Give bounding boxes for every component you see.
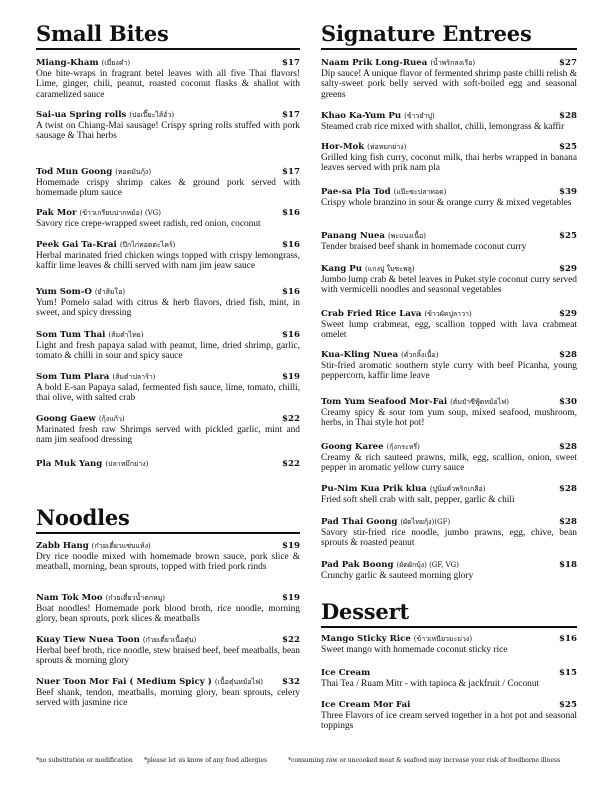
menu-item-title <box>321 517 450 528</box>
dessert-section <box>321 600 577 630</box>
menu-item-price: $16 <box>282 240 300 250</box>
menu-item-price: $17 <box>282 58 300 68</box>
menu-item-thai-name: (ส้มตำไทย) <box>108 331 144 339</box>
noodles-title: Noodles <box>36 506 300 534</box>
menu-item-price: $25 <box>559 700 577 710</box>
menu-item-title <box>36 593 165 604</box>
menu-item-price: $18 <box>559 560 577 570</box>
signature-menu-item <box>321 517 577 549</box>
menu-item-price: $22 <box>282 459 300 469</box>
menu-item-header <box>321 634 577 645</box>
menu-item-description: Beef shank, tendon, meatballs, morning glory, bean sprouts, celery served with jasmine rice <box>36 687 300 709</box>
menu-item-thai-name: (ก๋วยเตี๋ยวน้ำตกหมู) <box>105 594 166 602</box>
menu-item-thai-name: (แกงปู ใบชะพลู) <box>365 265 415 273</box>
noodles-menu-item <box>36 541 300 573</box>
menu-item-header <box>36 208 300 219</box>
menu-item-name: Goong Gaew <box>36 414 96 424</box>
menu-item-header <box>321 231 577 242</box>
small-bites-menu-item <box>36 330 300 362</box>
footer-note-allergies: *please let us know of any food allergies <box>144 757 268 764</box>
menu-item-title <box>321 560 459 571</box>
menu-item-price: $17 <box>282 110 300 120</box>
signature-menu-item <box>321 231 577 252</box>
menu-item-description: Creamy spicy & sour tom yum soup, mixed seafood, mushroom, herbs, in Thai style hot pot! <box>321 407 577 429</box>
menu-item-description: Savory rice crepe-wrapped sweet radish, red onion, coconut <box>36 218 261 229</box>
signature-menu-item <box>321 264 577 296</box>
menu-item-price: $15 <box>559 668 577 678</box>
menu-item-title <box>36 541 151 552</box>
menu-item-thai-name: (ก๋วยเตี๋ยวเนื้อตุ๋น) <box>142 636 197 644</box>
menu-item-description: Tender braised beef shank in homemade coconut curry <box>321 241 527 252</box>
menu-item-price: $28 <box>559 350 577 360</box>
menu-item-header <box>321 397 577 408</box>
menu-item-thai-name: (ต้มยำซีฟู้ดหม้อไฟ) <box>450 398 509 406</box>
menu-item-thai-name: (ปูนิ่มคั่วพริกเกลือ) <box>429 485 486 493</box>
small-bites-title: Small Bites <box>36 22 300 50</box>
menu-item-header <box>321 58 577 69</box>
menu-item-price: $22 <box>282 635 300 645</box>
signature-section <box>321 22 577 52</box>
signature-menu-item <box>321 111 577 132</box>
menu-item-price: $19 <box>282 541 300 551</box>
small-bites-menu-item <box>36 167 300 199</box>
menu-item-header <box>36 330 300 341</box>
menu-item-name: Hor-Mok <box>321 142 365 152</box>
signature-title: Signature Entrees <box>321 22 577 50</box>
menu-item-thai-name: (ส้มตำปลาร้า) <box>112 373 156 381</box>
menu-item-description: Dip sauce! A unique flavor of fermented shrimp paste chilli relish & salty-sweet pork belly served with soft-boiled egg and seasonal greens <box>321 68 577 100</box>
small-bites-menu-item <box>36 414 300 446</box>
menu-item-price: $32 <box>282 677 300 687</box>
menu-item-thai-name: (ทอดมันกุ้ง) <box>115 168 152 176</box>
menu-item-name: Pad Thai Goong <box>321 517 398 527</box>
menu-item-title <box>321 231 426 242</box>
menu-item-header <box>321 560 577 571</box>
footer-note-raw-food: *consuming raw or uncooked meat & seafood may increase your risk of foodborne illness <box>288 757 561 764</box>
menu-item-header <box>36 240 300 251</box>
menu-item-title <box>321 634 472 645</box>
menu-item-thai-name: (คั่วกลิ้งเนื้อ) <box>401 351 439 359</box>
menu-item-title <box>321 187 446 198</box>
menu-item-thai-name: (ข้าวเกรียบปากหม้อ) (VG) <box>79 209 161 217</box>
menu-item-description: Herbal marinated fried chicken wings topped with crispy lemongrass, kaffir lime leaves & chilli served with nam jim jeaw sauce <box>36 250 300 272</box>
menu-item-title <box>321 484 485 495</box>
menu-item-name: Pae-sa Pla Tod <box>321 187 391 197</box>
menu-item-header <box>36 110 300 121</box>
menu-item-title <box>36 330 144 341</box>
menu-item-thai-name: (เมี่ยงคำ) <box>101 59 131 67</box>
menu-item-header <box>36 593 300 604</box>
menu-item-header <box>321 264 577 275</box>
menu-item-description: Boat noodles! Homemade pork blood broth, rice noodle, morning glory, bean sprouts, pork slices & meatballs <box>36 603 300 625</box>
menu-item-price: $28 <box>559 442 577 452</box>
menu-item-title <box>36 58 130 69</box>
menu-item-title <box>36 459 148 470</box>
menu-item-name: Pla Muk Yang <box>36 459 103 469</box>
menu-item-name: Peek Gai Ta-Krai <box>36 240 117 250</box>
menu-item-thai-name: (ปีกไก่ทอดตะไคร้) <box>119 241 176 249</box>
small-bites-menu-item <box>36 287 300 319</box>
menu-item-description: Grilled king fish curry, coconut milk, thai herbs wrapped in banana leaves served with prik nam pla <box>321 152 577 174</box>
menu-item-price: $19 <box>282 593 300 603</box>
menu-item-name: Pad Pak Boong <box>321 560 394 570</box>
signature-menu-item <box>321 309 577 341</box>
menu-item-description: A twist on Chiang-Mai sausage! Crispy spring rolls stuffed with pork sausage & Thai herbs <box>36 120 300 142</box>
menu-item-description: Light and fresh papaya salad with peanut, lime, dried shrimp, garlic, tomato & chilli in sour and spicy sauce <box>36 340 300 362</box>
menu-item-title <box>321 442 420 453</box>
menu-item-thai-name: (กุ้งกระหรี่) <box>386 443 420 451</box>
small-bites-menu-item <box>36 208 300 229</box>
menu-item-name: Som Tum Thai <box>36 330 106 340</box>
menu-item-thai-name: (ข้าวผัดปูลาวา) <box>424 310 472 318</box>
menu-item-thai-name: (ผัดผักบุ้ง) (GF, VG) <box>396 561 459 569</box>
menu-item-header <box>321 517 577 528</box>
menu-item-thai-name: (ยำส้มโอ) <box>94 288 126 296</box>
menu-item-name: Naam Prik Long-Ruea <box>321 58 428 68</box>
menu-item-name: Ice Cream <box>321 668 371 678</box>
menu-item-description: A bold E-san Papaya salad, fermented fish sauce, lime, tomato, chilli, thai olive, with salted crab <box>36 382 300 404</box>
menu-item-name: Mango Sticky Rice <box>321 634 411 644</box>
menu-item-header <box>321 111 577 122</box>
menu-item-thai-name: (พะแนงเนื้อ) <box>388 232 426 240</box>
menu-item-price: $22 <box>282 414 300 424</box>
menu-item-name: Yum Som-O <box>36 287 92 297</box>
menu-item-name: Crab Fried Rice Lava <box>321 309 422 319</box>
menu-item-price: $16 <box>282 287 300 297</box>
menu-item-thai-name: (ข้าวเหนียวมะม่วง) <box>413 635 473 643</box>
menu-item-price: $16 <box>559 634 577 644</box>
menu-item-title <box>321 142 406 153</box>
menu-item-header <box>321 442 577 453</box>
menu-item-header <box>36 167 300 178</box>
menu-item-name: Kuay Tiew Nuea Toon <box>36 635 140 645</box>
menu-item-header <box>36 635 300 646</box>
menu-item-header <box>36 58 300 69</box>
menu-item-description: Yum! Pomelo salad with citrus & herb flavors, dried fish, mint, in sweet, and spicy dressing <box>36 297 300 319</box>
menu-item-name: Tod Mun Goong <box>36 167 113 177</box>
menu-item-description: Jumbo lump crab & betel leaves in Puket style coconut curry served with vermicelli noodles and seasonal vegetables <box>321 274 577 296</box>
signature-menu-item <box>321 350 577 382</box>
menu-item-header <box>36 372 300 383</box>
small-bites-menu-item <box>36 240 300 272</box>
menu-item-description: One bite-wraps in fragrant betel leaves with all five Thai flavors! Lime, ginger, chili, peanut, roasted coconut flasks & shallot with caramelized sauce <box>36 68 300 100</box>
menu-item-name: Kang Pu <box>321 264 362 274</box>
menu-item-title <box>36 635 196 646</box>
menu-item-name: Nuer Toon Mor Fai ( Medium Spicy ) <box>36 677 212 687</box>
menu-item-header <box>36 677 300 688</box>
noodles-section <box>36 506 300 536</box>
menu-item-description: Crunchy garlic & sauteed morning glory <box>321 570 474 581</box>
dessert-title: Dessert <box>321 600 577 628</box>
noodles-menu-item <box>36 677 300 709</box>
menu-item-thai-name: (ข้าวยำปู) <box>404 112 435 120</box>
menu-item-description: Steamed crab rice mixed with shallot, chilli, lemongrass & kaffir <box>321 121 565 132</box>
menu-item-thai-name: (ปอเปี๊ยะไส้อั่ว) <box>129 111 175 119</box>
menu-item-description: Thai Tea / Ruam Mitr - with tapioca & jackfruit / Coconut <box>321 678 540 689</box>
menu-item-description: Homemade crispy shrimp cakes & ground pork served with homemade plum sauce <box>36 177 300 199</box>
menu-item-thai-name: (เนื้อตุ๋นหม้อไฟ) <box>214 678 263 686</box>
dessert-menu-item <box>321 700 577 732</box>
small-bites-menu-item <box>36 459 300 470</box>
menu-item-price: $28 <box>559 484 577 494</box>
footer-note-substitution: *no substitution or modification <box>36 757 133 764</box>
menu-item-title <box>321 309 472 320</box>
menu-item-description: Fried soft shell crab with salt, pepper, garlic & chili <box>321 494 515 505</box>
menu-item-description: Stir-fried aromatic southern style curry with beef Picanha, young peppercorn, kaffir lime leave <box>321 360 577 382</box>
menu-item-description: Three Flavors of ice cream served together in a hot pot and seasonal toppings <box>321 710 577 732</box>
noodles-menu-item <box>36 593 300 625</box>
menu-item-header <box>36 459 300 470</box>
menu-item-name: Nam Tok Moo <box>36 593 103 603</box>
small-bites-menu-item <box>36 110 300 142</box>
signature-menu-item <box>321 58 577 100</box>
small-bites-menu-item <box>36 58 300 100</box>
menu-item-header <box>321 700 577 711</box>
dessert-menu-item <box>321 668 577 689</box>
signature-menu-item <box>321 142 577 174</box>
menu-item-header <box>321 350 577 361</box>
menu-item-header <box>321 309 577 320</box>
menu-item-price: $28 <box>559 111 577 121</box>
menu-item-name: Khao Ka-Yum Pu <box>321 111 402 121</box>
menu-item-thai-name: (น้ำพริกลงเรือ) <box>430 59 476 67</box>
menu-item-title <box>321 111 435 122</box>
noodles-menu-item <box>36 635 300 667</box>
menu-item-price: $39 <box>559 187 577 197</box>
menu-item-price: $19 <box>282 372 300 382</box>
signature-menu-item <box>321 484 577 505</box>
menu-item-thai-name: (ปลาหมึกย่าง) <box>105 460 149 468</box>
menu-item-title <box>321 350 438 361</box>
menu-item-title <box>36 208 161 219</box>
menu-item-price: $30 <box>559 397 577 407</box>
menu-item-description: Sweet lump crabmeat, egg, scallion topped with lava crabmeat omelet <box>321 319 577 341</box>
menu-item-price: $27 <box>559 58 577 68</box>
signature-menu-item <box>321 187 577 208</box>
small-bites-menu-item <box>36 372 300 404</box>
menu-item-title <box>36 372 156 383</box>
menu-item-price: $25 <box>559 142 577 152</box>
menu-item-price: $25 <box>559 231 577 241</box>
menu-item-header <box>36 414 300 425</box>
menu-item-name: Goong Karee <box>321 442 384 452</box>
menu-item-title <box>321 58 475 69</box>
menu-item-description: Savory stir-fried rice noodle, jumbo prawns, egg, chive, bean sprouts & roasted peanut <box>321 527 577 549</box>
menu-item-description: Sweet mango with homemade coconut sticky rice <box>321 644 508 655</box>
menu-item-header <box>321 142 577 153</box>
menu-item-title <box>321 264 415 275</box>
menu-item-description: Marinated fresh raw Shrimps served with pickled garlic, mint and nam jim seafood dressing <box>36 424 300 446</box>
menu-item-name: Ice Cream Mor Fai <box>321 700 411 710</box>
menu-item-price: $17 <box>282 167 300 177</box>
menu-item-title <box>36 287 125 298</box>
menu-item-title <box>36 414 125 425</box>
menu-item-header <box>36 541 300 552</box>
menu-item-thai-name: (กุ้งแก้ว) <box>98 415 125 423</box>
menu-item-description: Herbal beef broth, rice noodle, stew braised beef, beef meatballs, bean sprouts & morning glory <box>36 645 300 667</box>
menu-item-thai-name: (แป๊ะซะปลาทอด) <box>393 188 447 196</box>
menu-item-thai-name: (ก๋วยเตี๋ยวแซ่บแห้ง) <box>91 542 151 550</box>
dessert-menu-item <box>321 634 577 655</box>
menu-item-name: Zabb Hang <box>36 541 89 551</box>
menu-item-header <box>36 287 300 298</box>
menu-item-name: Pak Mor <box>36 208 77 218</box>
menu-item-title <box>36 167 151 178</box>
menu-item-name: Sai-ua Spring rolls <box>36 110 127 120</box>
menu-item-title <box>36 677 263 688</box>
menu-item-header <box>321 668 577 679</box>
menu-item-name: Pu-Nim Kua Prik klua <box>321 484 427 494</box>
menu-item-title <box>321 668 370 679</box>
menu-item-header <box>321 484 577 495</box>
signature-menu-item <box>321 397 577 429</box>
menu-item-title <box>36 110 174 121</box>
menu-item-name: Tom Yum Seafood Mor-Fai <box>321 397 448 407</box>
small-bites-section <box>36 22 300 52</box>
menu-item-description: Dry rice noodle mixed with homemade brown sauce, pork slice & meatball, morning, bean sprouts, topped with fried pork rinds <box>36 551 300 573</box>
menu-item-name: Som Tum Plara <box>36 372 110 382</box>
menu-item-title <box>321 397 509 408</box>
signature-menu-item <box>321 442 577 474</box>
menu-item-price: $29 <box>559 264 577 274</box>
menu-item-title <box>36 240 175 251</box>
menu-item-title <box>321 700 410 711</box>
menu-item-price: $29 <box>559 309 577 319</box>
menu-item-thai-name: (ห่อหมกย่าง) <box>367 143 407 151</box>
menu-item-price: $16 <box>282 330 300 340</box>
signature-menu-item <box>321 560 577 581</box>
menu-item-thai-name: (ผัดไทยกุ้ง)(GF) <box>400 518 451 526</box>
menu-item-header <box>321 187 577 198</box>
menu-item-name: Kua-Kling Nuea <box>321 350 399 360</box>
menu-item-name: Miang-Kham <box>36 58 99 68</box>
menu-item-price: $16 <box>282 208 300 218</box>
menu-item-description: Creamy & rich sauteed prawns, milk, egg, scallion, onion, sweet pepper in aromatic yellow curry sauce <box>321 452 577 474</box>
menu-item-price: $28 <box>559 517 577 527</box>
menu-item-name: Panang Nuea <box>321 231 386 241</box>
menu-item-description: Crispy whole branzino in sour & orange curry & mixed vegetables <box>321 197 572 208</box>
